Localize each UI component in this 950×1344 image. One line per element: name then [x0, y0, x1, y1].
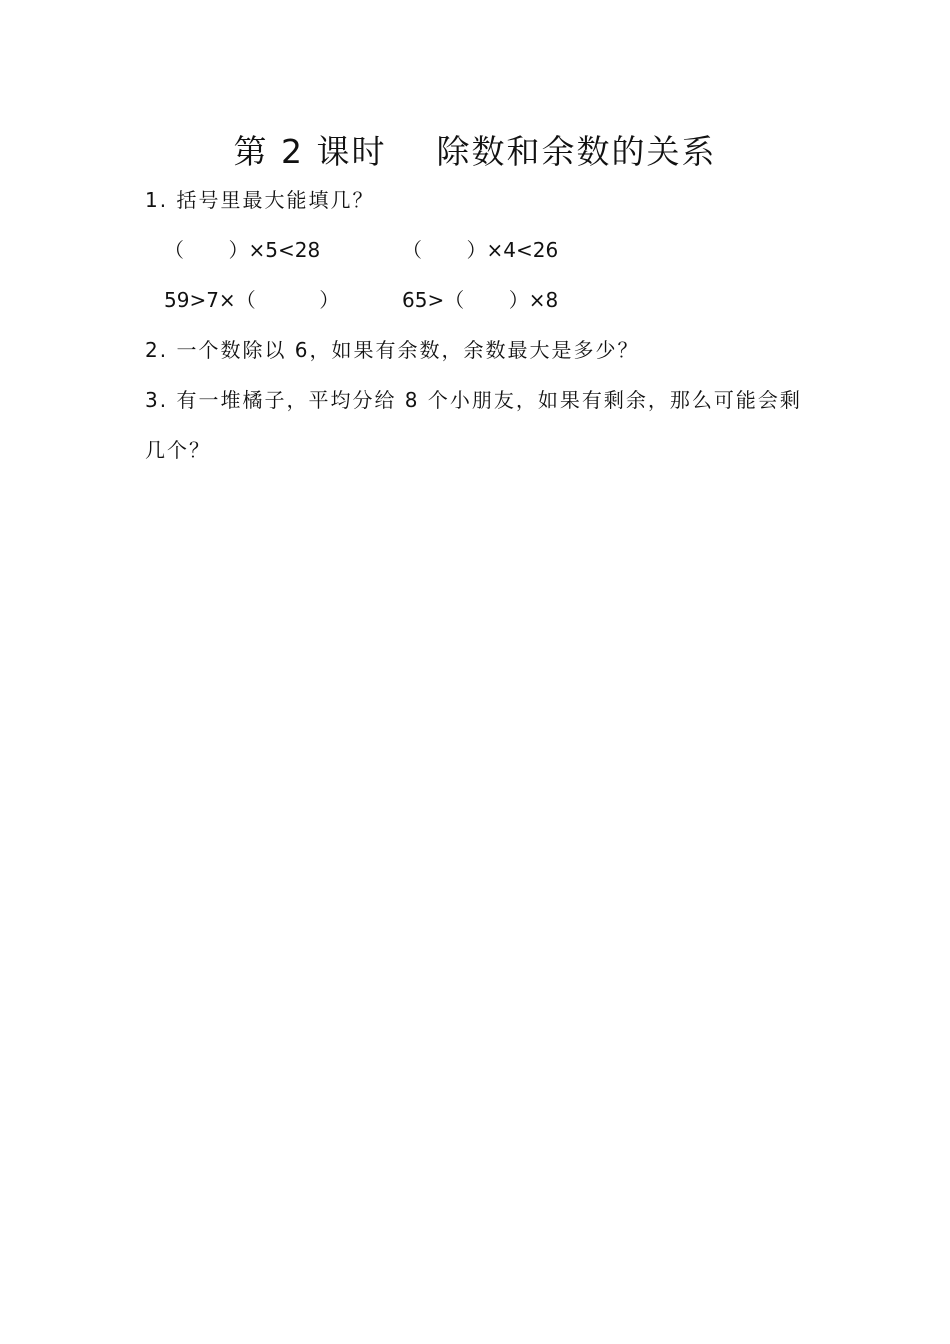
question-1-item-1: （ ）×5<28 [164, 238, 321, 262]
question-1-item-4: 65>（ ）×8 [402, 288, 559, 312]
question-1-prompt: 1. 括号里最大能填几？ [145, 188, 375, 212]
question-2-prompt: 2. 一个数除以 6，如果有余数，余数最大是多少？ [145, 338, 640, 362]
page-title: 第 2 课时 除数和余数的关系 [233, 132, 717, 171]
question-3-prompt-line-2: 几个？ [145, 438, 211, 462]
question-1-item-2: （ ）×4<26 [402, 238, 559, 262]
question-3-prompt-line-1: 3. 有一堆橘子，平均分给 8 个小朋友，如果有剩余，那么可能会剩 [145, 388, 802, 412]
question-1-item-3: 59>7×（ ） [164, 288, 340, 312]
